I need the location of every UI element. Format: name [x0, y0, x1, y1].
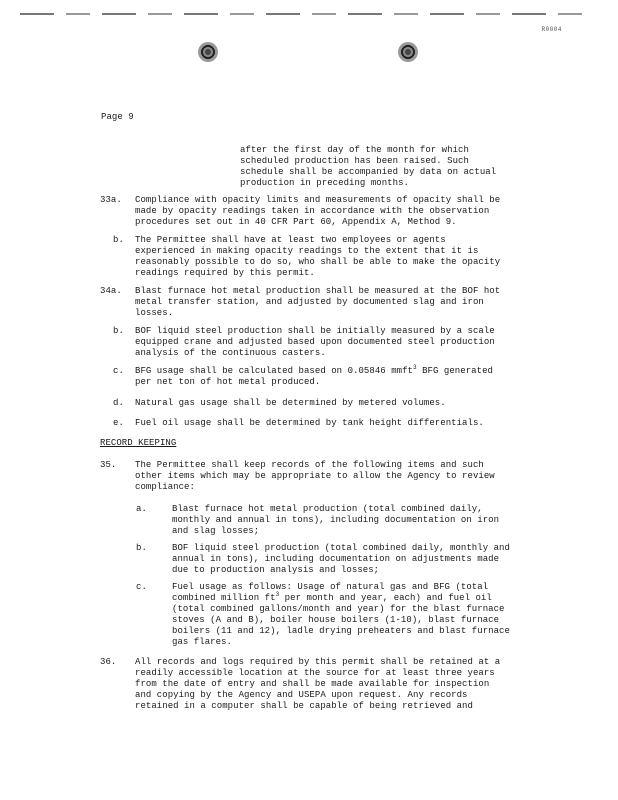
item-letter: a. — [136, 504, 147, 514]
paragraph-line: retained in a computer shall be capable of being retrieved and — [135, 701, 473, 711]
section-number: 33a. — [100, 195, 122, 205]
paragraph-line: other items which may be appropriate to allow the Agency to review — [135, 471, 495, 481]
paragraph-line: readily accessible location at the source for at least three years — [135, 668, 495, 678]
cont-line: schedule shall be accompanied by data on actual — [240, 167, 497, 177]
punch-hole-right — [398, 42, 418, 62]
paragraph-line: analysis of the continuous casters. — [135, 348, 326, 358]
paragraph-line: BFG usage shall be calculated based on 0.05846 mmft$^3$ BFG generated — [135, 364, 493, 376]
paragraph-line: The Permittee shall have at least two employees or agents — [135, 235, 446, 245]
punch-hole-left — [198, 42, 218, 62]
paragraph-line: Blast furnace hot metal production shall be measured at the BOF hot — [135, 286, 501, 296]
item-line: due to production analysis and losses; — [172, 565, 380, 575]
item-line: monthly and annual in tons), including documentation on iron — [172, 515, 500, 525]
item-letter: c. — [136, 582, 147, 592]
item-line: combined million $ft^3$ per month and year, each) and fuel oil — [172, 591, 492, 603]
item-line: Blast furnace hot metal production (total combined daily, — [172, 504, 483, 514]
paragraph-line: equipped crane and adjusted based upon documented steel production — [135, 337, 495, 347]
item-line: annual in tons), including documentation on adjustments made — [172, 554, 500, 564]
cont-line: after the first day of the month for which — [240, 145, 469, 155]
section-number: d. — [113, 398, 124, 408]
cont-line: scheduled production has been raised. Such — [240, 156, 469, 166]
paragraph-line: and copying by the Agency and USEPA upon request. Any records — [135, 690, 468, 700]
page-stamp: R0004 — [541, 26, 562, 33]
item-letter: b. — [136, 543, 147, 553]
section-number: e. — [113, 418, 124, 428]
section-number: b. — [113, 326, 124, 336]
section-number: 34a. — [100, 286, 122, 296]
cont-line: production in preceding months. — [240, 178, 409, 188]
paragraph-line: from the date of entry and shall be made available for inspection — [135, 679, 490, 689]
page-label: Page 9 — [101, 112, 134, 122]
scan-top-edge — [20, 13, 588, 15]
paragraph-line: made by opacity readings taken in accordance with the observation — [135, 206, 490, 216]
paragraph-line: reasonably possible to do so, who shall be able to make the opacity — [135, 257, 501, 267]
section-number: 36. — [100, 657, 117, 667]
paragraph-line: experienced in making opacity readings to the extent that it is — [135, 246, 479, 256]
paragraph-line: All records and logs required by this permit shall be retained at a — [135, 657, 501, 667]
paragraph-line: procedures set out in 40 CFR Part 60, Appendix A, Method 9. — [135, 217, 457, 227]
paragraph-line: Compliance with opacity limits and measurements of opacity shall be — [135, 195, 501, 205]
item-line: stoves (A and B), boiler house boilers (1-10), blast furnace — [172, 615, 500, 625]
item-line: gas flares. — [172, 637, 232, 647]
section-heading: RECORD KEEPING — [100, 438, 177, 448]
paragraph-line: BOF liquid steel production shall be initially measured by a scale — [135, 326, 495, 336]
paragraph-line: losses. — [135, 308, 174, 318]
paragraph-line: Natural gas usage shall be determined by metered volumes. — [135, 398, 446, 408]
paragraph-line: metal transfer station, and adjusted by documented slag and iron — [135, 297, 484, 307]
paragraph-line: Fuel oil usage shall be determined by tank height differentials. — [135, 418, 484, 428]
paragraph-line: per net ton of hot metal produced. — [135, 377, 321, 387]
section-number: b. — [113, 235, 124, 245]
section-number: 35. — [100, 460, 117, 470]
item-line: boilers (11 and 12), ladle drying preheaters and blast furnace — [172, 626, 510, 636]
item-line: and slag losses; — [172, 526, 260, 536]
item-line: BOF liquid steel production (total combined daily, monthly and — [172, 543, 510, 553]
paragraph-line: compliance: — [135, 482, 195, 492]
paragraph-line: The Permittee shall keep records of the following items and such — [135, 460, 484, 470]
item-line: Fuel usage as follows: Usage of natural gas and BFG (total — [172, 582, 489, 592]
item-line: (total combined gallons/month and year) for the blast furnace — [172, 604, 505, 614]
paragraph-line: readings required by this permit. — [135, 268, 315, 278]
section-number: c. — [113, 366, 124, 376]
